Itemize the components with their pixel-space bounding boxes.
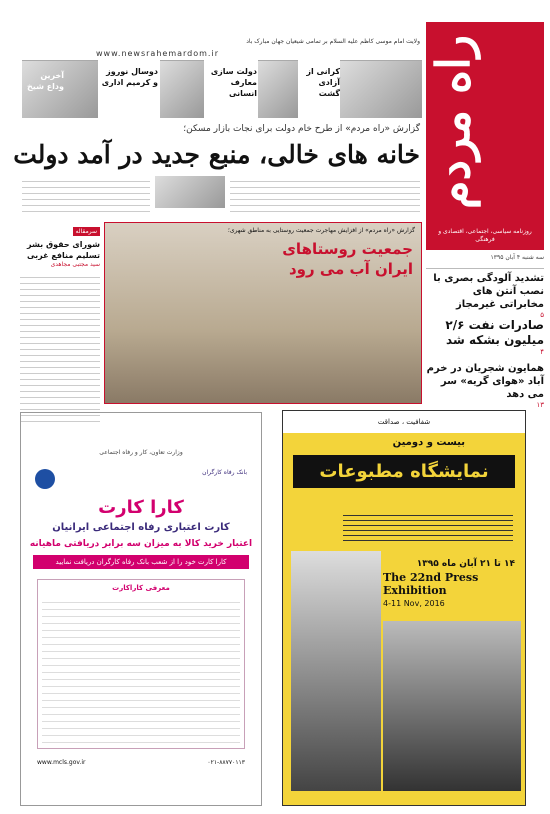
sidebar-item-2[interactable] [426, 318, 544, 356]
expo-boy-photo [291, 551, 381, 791]
expo-info [343, 511, 513, 545]
photo-story-kicker: گزارش «راه مردم» از افزایش مهاجرت جمعیت روستایی به مناطق شهری؛ [227, 227, 415, 234]
expo-street-photo [383, 621, 521, 791]
sidebar-item-title: تشدید آلودگی بصری با نصب آنتن های مخابراتی غیرمجاز [433, 273, 544, 310]
teaser-title-4[interactable]: آخرین وداع شیخ [27, 71, 64, 91]
photo-story [104, 222, 422, 404]
expo-dates: ۱۴ تا ۲۱ آبان ماه ۱۳۹۵ [416, 559, 515, 569]
expo-ad [282, 410, 526, 806]
sidebar-item-title: همایون شجریان در خرم آباد «هوای گریه» سر می دهد [426, 363, 544, 400]
sidebar-item-3[interactable] [426, 362, 544, 409]
teaser-title-1[interactable]: کرانی از آزادی گشت [306, 67, 340, 98]
divider [426, 268, 544, 269]
ad-phone: ۰۲۱-۸۸۷۷۰۱۱۳ [207, 759, 245, 766]
bank-logo-icon [35, 469, 55, 489]
section-tag: سرمقاله [73, 227, 100, 236]
expo-title: نمایشگاه مطبوعات [293, 455, 515, 488]
editorial-author: سید مجتبی مجاهدی [50, 261, 100, 268]
expo-edition: بیست و دومین [392, 437, 465, 448]
sidebar-item-page: ۱۳ [536, 401, 544, 409]
ad-url[interactable]: www.mcls.gov.ir [37, 759, 86, 766]
sidebar-item-page: ۴ [540, 348, 544, 356]
website-url[interactable]: www.newsrahemardom.ir [96, 49, 219, 58]
kara-card-details [37, 579, 245, 749]
sidebar-item-page: ۵ [540, 311, 544, 319]
kara-card-band: کارا کارت خود را از شعب بانک رفاه کارگران دریافت نمایید [33, 555, 249, 569]
masthead [426, 22, 544, 250]
header-topline: ولایت امام موسی کاظم علیه السلام بر تمامی شیعیان جهان مبارک باد [246, 38, 420, 45]
photo-story-headline[interactable]: جمعیت روستاهای ایران آب می رود [282, 240, 413, 278]
details-heading: معرفی کاراکارت [112, 584, 170, 592]
sidebar-item-title: صادرات نفت ۲/۶ میلیون بشکه شد [445, 318, 544, 347]
sidebar-item-1[interactable] [426, 272, 544, 319]
editorial-column [20, 218, 100, 422]
masthead-tagline: روزنامه سیاسی، اجتماعی، اقتصادی و فرهنگی [438, 228, 532, 243]
expo-en-title: The 22nd Press Exhibition [383, 571, 479, 597]
main-kicker: گزارش «راه مردم» از طرح خام دولت برای نجات بازار مسکن؛ [183, 124, 420, 134]
editorial-title[interactable]: شورای حقوق بشر تسلیم منافع غربی [27, 240, 100, 260]
body-photo [155, 176, 225, 208]
teaser-photo-1 [340, 60, 422, 118]
bank-ad [20, 412, 262, 806]
edition-date: سه شنبه ۴ آبان ۱۳۹۵ [490, 254, 544, 261]
ministry-name: وزارت تعاون، کار و رفاه اجتماعی [99, 449, 183, 456]
teaser-photo-3 [160, 60, 204, 118]
kara-card-title: کارا کارت [98, 497, 184, 518]
teaser-title-2[interactable]: دولت سازی معارف انسانی [210, 67, 257, 98]
bank-name: بانک رفاه کارگران [202, 469, 247, 476]
body-text-1 [230, 176, 420, 216]
main-headline[interactable]: خانه های خالی، منبع جدید در آمد دولت [13, 140, 420, 169]
body-text-2 [22, 176, 150, 216]
teaser-title-3[interactable]: دوسال نوروز و کرمیم اداری [101, 67, 158, 87]
masthead-logo: راه مردم [426, 34, 480, 210]
kara-card-subtitle: کارت اعتباری رفاه اجتماعی ایرانیان [52, 522, 230, 533]
expo-en-dates: 4-11 Nov, 2016 [383, 599, 445, 608]
expo-brand: شفافیت ، صداقت [283, 411, 525, 433]
details-text [42, 596, 240, 746]
teaser-photo-2 [258, 60, 298, 118]
editorial-text [20, 272, 100, 422]
kara-card-offer: اعتبار خرید کالا به میزان سه برابر دریافتی ماهیانه [29, 539, 253, 549]
